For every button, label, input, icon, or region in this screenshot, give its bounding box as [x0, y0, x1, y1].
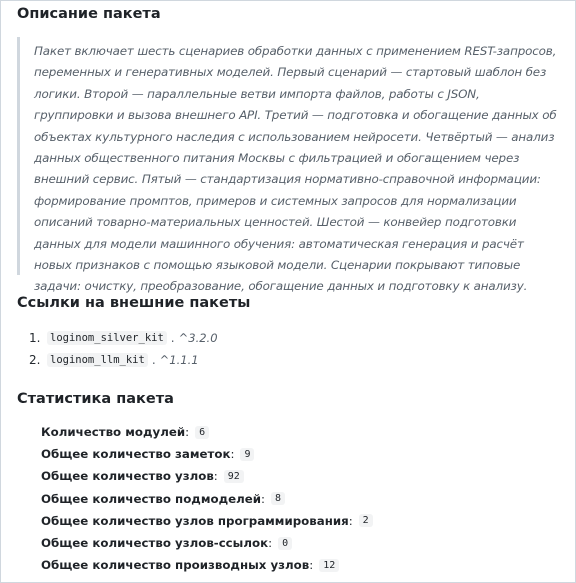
links-heading: Ссылки на внешние пакеты: [17, 295, 251, 311]
link-item: [29, 349, 549, 371]
stat-item: Общее количество узлов-ссылок : 0: [41, 532, 541, 554]
description-heading: Описание пакета: [17, 6, 161, 22]
stat-item: Общее количество подмоделей : 8: [41, 488, 541, 510]
stat-value: 9: [240, 448, 254, 461]
link-number: 1.: [29, 331, 41, 345]
stats-list: [41, 421, 541, 576]
links-list: [17, 327, 549, 371]
stat-label: Общее количество производных узлов: [41, 558, 310, 573]
stat-value: 92: [224, 470, 244, 483]
stat-item: Общее количество производных узлов : 12: [41, 554, 541, 576]
stat-label: Общее количество подмоделей: [41, 491, 262, 506]
stats-heading: Статистика пакета: [17, 391, 174, 407]
stat-label: Общее количество узлов программирования: [41, 513, 349, 528]
description-text: Пакет включает шесть сценариев обработки данных с применением REST-запросов, переменных и генеративных моделей. Первый сценарий — стартовый шаблон без логики. Второй — параллельные ветви импорта файлов, работы с JSON, группировки и вызова внешнего API. Третий — подготовка и обогащение данных об объектах культурного наследия с использованием нейросети. Четвёртый — анализ данных общественного питания Москвы с фильтрацией и обогащением через внешний сервис. Пятый — стандартизация нормативно-справочной информации: формирование промптов, примеров и системных запросов для нормализации описаний товарно-материальных ценностей. Шестой — конвейер подготовки данных для модели машинного обучения: автоматическая генерация и расчёт новых признаков с помощью языковой модели. Сценарии покрывают типовые задачи: очистку, преобразование, обогащение данных и подготовку к анализу.: [34, 44, 557, 294]
stat-value: 6: [195, 426, 209, 439]
package-name: loginom_silver_kit: [47, 331, 167, 345]
stat-value: 8: [271, 492, 285, 505]
link-separator: .: [151, 353, 156, 367]
stat-item: Общее количество заметок : 9: [41, 443, 541, 465]
stat-label: Общее количество узлов-ссылок: [41, 536, 269, 551]
link-number: 2.: [29, 353, 41, 367]
stat-value: 0: [278, 537, 292, 550]
package-version: ^1.1.1: [159, 353, 199, 367]
link-separator: .: [170, 331, 175, 345]
stat-label: Общее количество заметок: [41, 447, 231, 462]
stat-label: Количество модулей: [41, 425, 186, 440]
stat-item: Общее количество узлов : 92: [41, 465, 541, 487]
link-item: [29, 327, 549, 349]
stat-value: 2: [359, 514, 373, 527]
package-name: loginom_llm_kit: [47, 353, 148, 367]
stat-item: Количество модулей : 6: [41, 421, 541, 443]
stat-value: 12: [319, 559, 339, 572]
stat-label: Общее количество узлов: [41, 469, 214, 484]
description-blockquote: [17, 37, 561, 294]
stat-item: Общее количество узлов программирования : 2: [41, 510, 541, 532]
package-version: ^3.2.0: [178, 331, 218, 345]
